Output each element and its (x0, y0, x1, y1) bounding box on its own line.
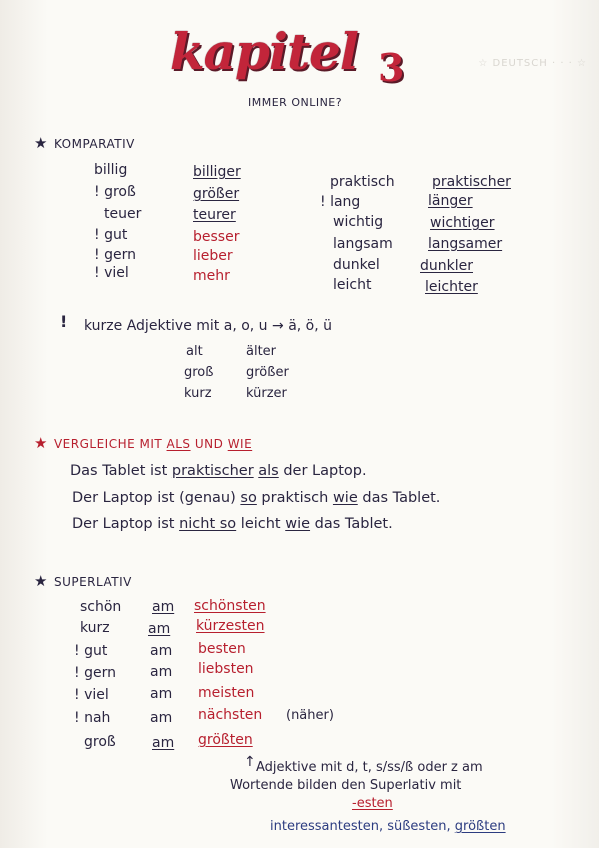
list-item: billig (94, 162, 128, 178)
example-sentence: Das Tablet ist praktischer als der Laptop. (70, 463, 367, 479)
list-item: kurz (184, 386, 212, 401)
list-item: ! lang (320, 194, 361, 210)
superlative-form: nächsten (198, 707, 263, 723)
am-word: am (150, 710, 173, 726)
list-item: kurz (80, 620, 110, 636)
superlative-examples: interessantesten, süßesten, größten (270, 819, 506, 834)
list-item: ! gern (94, 247, 136, 263)
comparative-form: größer (193, 186, 240, 202)
page-title: kapitel (170, 22, 358, 81)
list-item: groß (84, 734, 116, 750)
comparative-form: wichtiger (430, 215, 495, 231)
list-item: wichtig (333, 214, 384, 230)
comparative-form: leichter (425, 279, 478, 295)
list-item: langsam (333, 236, 393, 252)
superlative-form: besten (198, 641, 246, 657)
am-word: am (148, 621, 171, 637)
comparative-form: billiger (193, 164, 241, 180)
comparative-form: länger (428, 193, 473, 209)
list-item: dunkel (333, 257, 380, 273)
list-item: teuer (104, 206, 142, 222)
example-sentence: Der Laptop ist nicht so leicht wie das Tablet. (72, 516, 393, 532)
star-icon: ★ (34, 134, 48, 152)
list-item: leicht (333, 277, 372, 293)
bleed-through-text: ☆ DEUTSCH · · · ☆ (478, 58, 587, 69)
umlaut-rule-text: kurze Adjektive mit a, o, u → ä, ö, ü (84, 318, 333, 334)
exclamation-icon: ! (60, 312, 68, 331)
am-word: am (150, 643, 173, 659)
section-header-superlativ (34, 572, 132, 590)
page-subtitle: IMMER ONLINE? (248, 96, 343, 109)
rule-note-line: Wortende bilden den Superlativ mit (230, 778, 462, 793)
am-word: am (150, 686, 173, 702)
comparative-form: praktischer (432, 174, 511, 190)
superlative-form: kürzesten (196, 618, 265, 634)
rule-note-line: Adjektive mit d, t, s/ss/ß oder z am (256, 760, 483, 775)
superlative-form: größten (198, 732, 253, 748)
list-item: ! groß (94, 184, 136, 200)
am-word: am (152, 735, 175, 751)
chapter-number: 3 (378, 45, 405, 90)
section-header-komparativ (34, 134, 135, 152)
list-item: ! gut (94, 227, 128, 243)
list-item: ! gern (74, 665, 116, 681)
section-header-label: SUPERLATIV (53, 575, 132, 589)
comparative-form: langsamer (428, 236, 503, 252)
example-sentence: Der Laptop ist (genau) so praktisch wie das Tablet. (72, 490, 441, 506)
section-header-label: KOMPARATIV (53, 137, 135, 151)
list-item: alt (186, 344, 203, 359)
star-icon: ★ (34, 434, 48, 452)
rule-note-suffix: -esten (352, 796, 393, 811)
list-item: ! nah (74, 710, 111, 726)
list-item: ! viel (74, 687, 109, 703)
comparative-note: (näher) (286, 708, 334, 723)
comparative-form-irregular: besser (193, 229, 240, 245)
comparative-form-irregular: lieber (193, 248, 233, 264)
star-icon: ★ (34, 572, 48, 590)
am-word: am (150, 664, 173, 680)
comparative-form: größer (246, 365, 289, 380)
list-item: ! viel (94, 265, 129, 281)
comparative-form: dunkler (420, 258, 473, 274)
superlative-form: meisten (198, 685, 255, 701)
superlative-form: liebsten (198, 661, 254, 677)
comparative-form: teurer (193, 207, 236, 223)
arrow-up-icon: ↑ (244, 754, 256, 770)
list-item: schön (80, 599, 122, 615)
section-header-vergleiche: ★ VERGLEICHE MIT ALS UND WIE (34, 434, 253, 452)
list-item: groß (184, 365, 214, 380)
list-item: ! gut (74, 643, 108, 659)
superlative-form: schönsten (194, 598, 266, 614)
comparative-form: kürzer (246, 386, 287, 401)
comparative-form-irregular: mehr (193, 268, 230, 284)
comparative-form: älter (246, 344, 277, 359)
am-word: am (152, 599, 175, 615)
list-item: praktisch (330, 174, 395, 190)
